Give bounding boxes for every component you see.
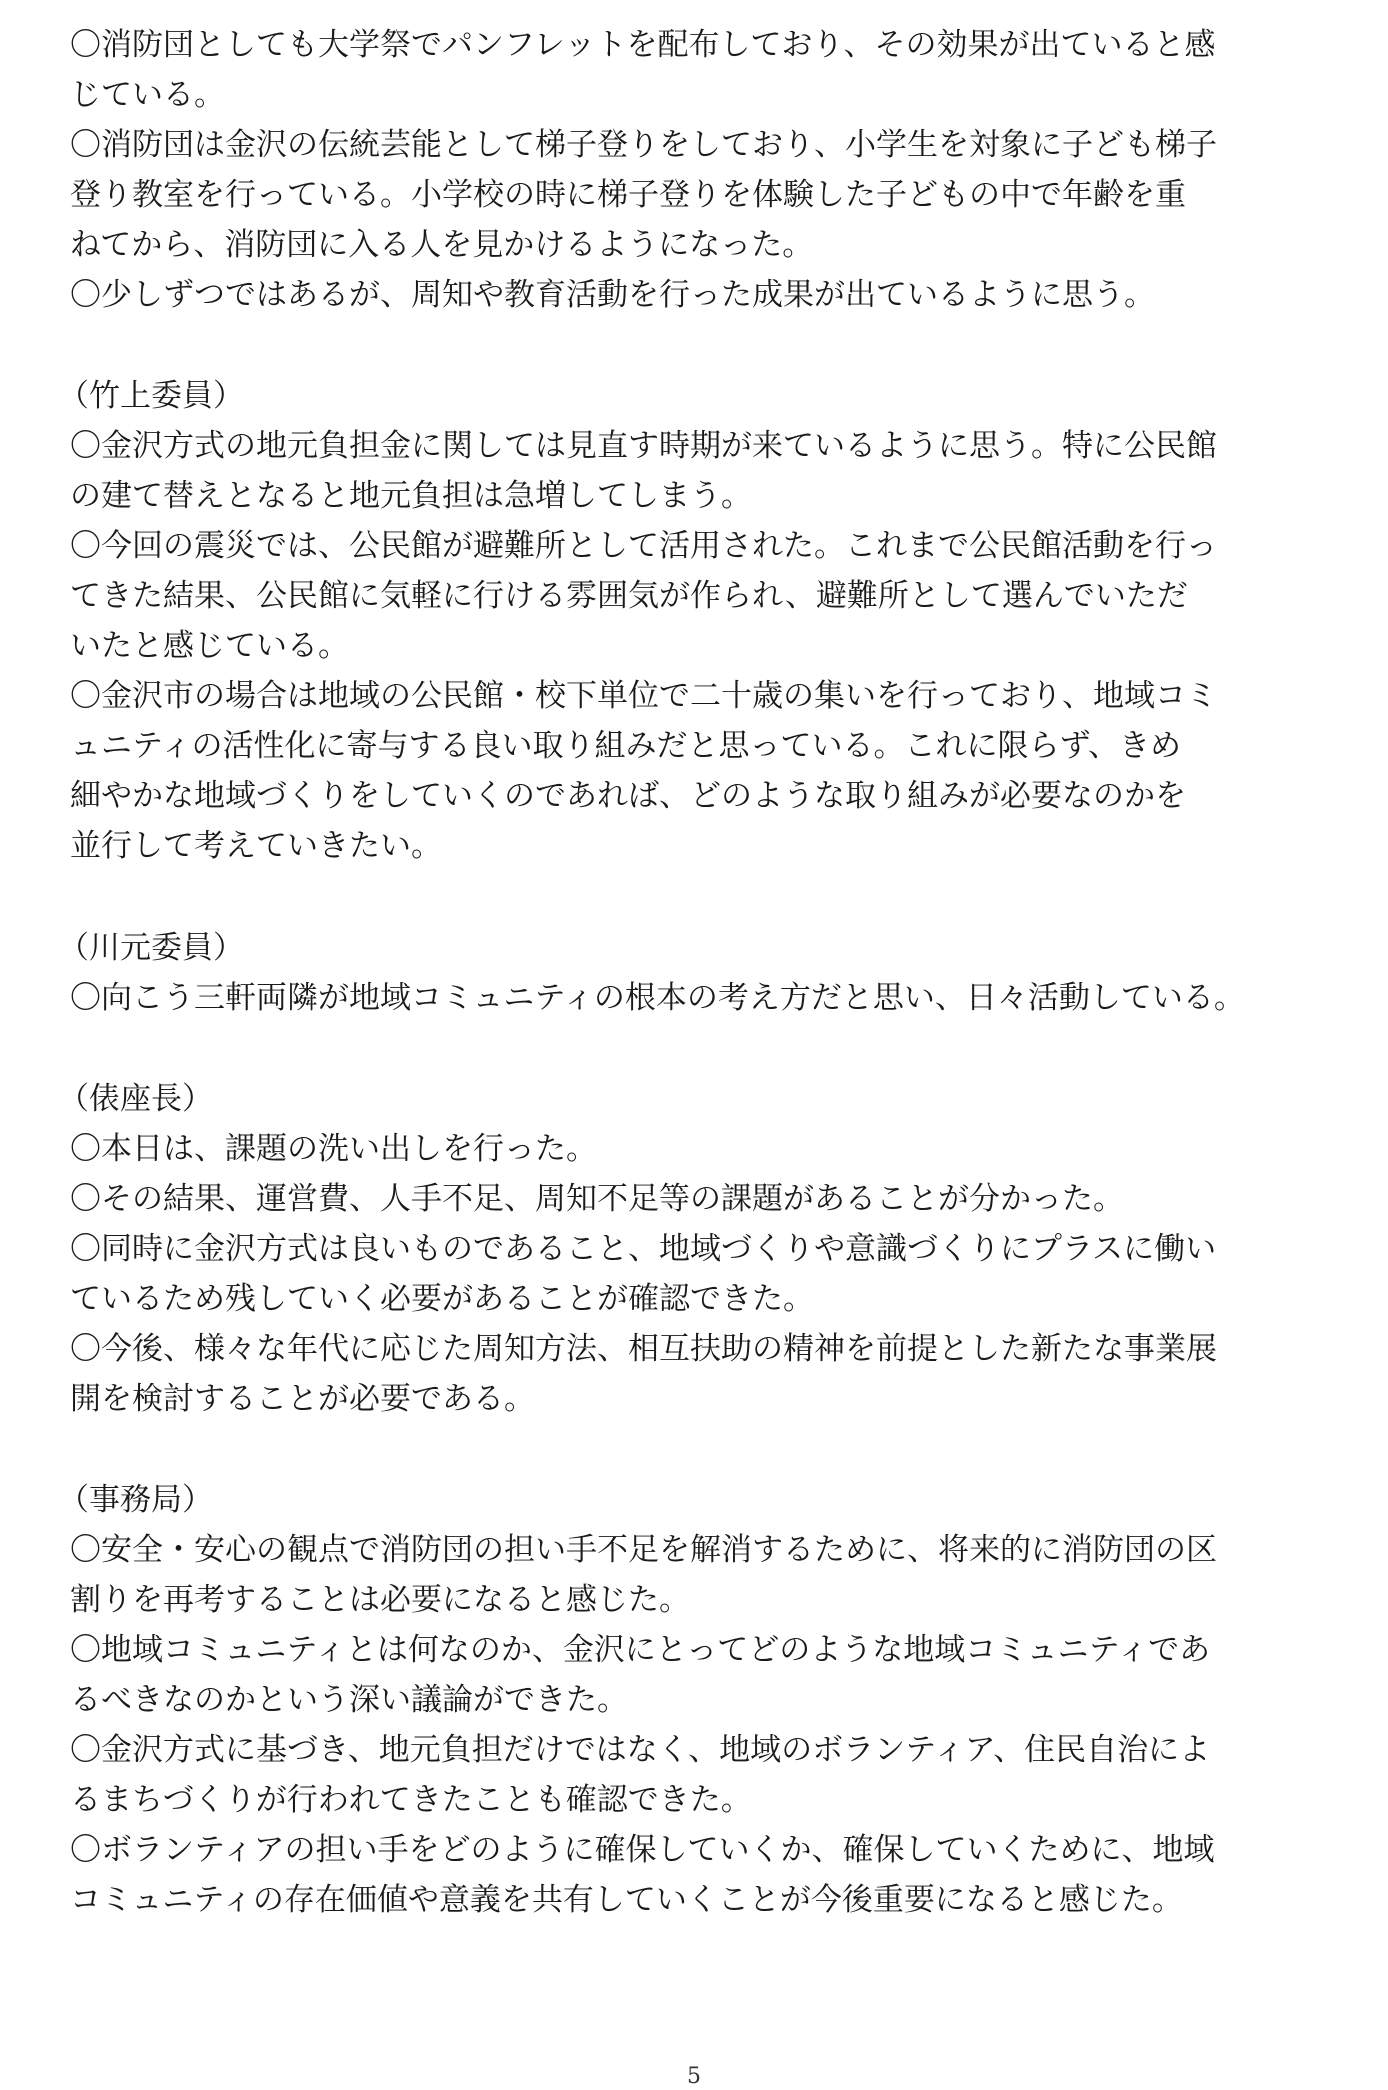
text-line: 〇今回の震災では、公民館が避難所として活用された。これまで公民館活動を行っ — [70, 528, 1217, 564]
paragraph-item — [70, 1725, 1348, 1825]
paragraph-item — [70, 120, 1348, 270]
text-line: 〇ボランティアの担い手をどのように確保していくか、確保していくために、地域 — [70, 1832, 1215, 1868]
paragraph-item — [70, 1525, 1348, 1625]
speaker-heading: （竹上委員） — [58, 378, 244, 414]
speaker-heading: （俵座長） — [58, 1081, 213, 1117]
text-line: ねてから、消防団に入る人を見かけるようになった。 — [70, 227, 814, 263]
text-line: 〇安全・安心の観点で消防団の担い手不足を解消するために、将来的に消防団の区 — [70, 1532, 1217, 1568]
paragraph-item — [70, 973, 1348, 1023]
page-number: 5 — [687, 2064, 701, 2089]
paragraph-item — [70, 521, 1348, 671]
text-line: いたと感じている。 — [70, 628, 349, 664]
text-line: 細やかな地域づくりをしていくのであれば、どのような取り組みが必要なのかを — [70, 778, 1186, 814]
text-line: 〇金沢市の場合は地域の公民館・校下単位で二十歳の集いを行っており、地域コミ — [70, 678, 1217, 714]
text-line: てきた結果、公民館に気軽に行ける雰囲気が作られ、避難所として選んでいただ — [70, 578, 1188, 614]
text-line: の建て替えとなると地元負担は急増してしまう。 — [70, 478, 752, 514]
speaker-heading: （事務局） — [58, 1482, 213, 1518]
text-line: 〇金沢方式に基づき、地元負担だけではなく、地域のボランティア、住民自治によ — [70, 1732, 1211, 1768]
text-line: 〇今後、様々な年代に応じた周知方法、相互扶助の精神を前提とした新たな事業展 — [70, 1331, 1217, 1367]
text-line: 登り教室を行っている。小学校の時に梯子登りを体験した子どもの中で年齢を重 — [70, 177, 1186, 213]
text-line: 〇地域コミュニティとは何なのか、金沢にとってどのような地域コミュニティであ — [70, 1632, 1211, 1668]
paragraph-item — [70, 671, 1348, 871]
text-line: 〇少しずつではあるが、周知や教育活動を行った成果が出ているように思う。 — [70, 277, 1155, 313]
paragraph-item — [70, 1174, 1348, 1224]
text-line: じている。 — [70, 77, 225, 113]
paragraph-item — [70, 1324, 1348, 1424]
text-line: 〇消防団としても大学祭でパンフレットを配布しており、その効果が出ていると感 — [70, 27, 1216, 63]
text-line: ているため残していく必要があることが確認できた。 — [70, 1281, 814, 1317]
text-line: 〇同時に金沢方式は良いものであること、地域づくりや意識づくりにプラスに働い — [70, 1231, 1217, 1267]
text-line: ュニティの活性化に寄与する良い取り組みだと思っている。これに限らず、きめ — [70, 728, 1182, 764]
text-line: 〇金沢方式の地元負担金に関しては見直す時期が来ているように思う。特に公民館 — [70, 428, 1217, 464]
paragraph-item — [70, 1825, 1348, 1925]
text-line: 〇消防団は金沢の伝統芸能として梯子登りをしており、小学生を対象に子ども梯子 — [70, 127, 1217, 163]
paragraph-item — [70, 20, 1348, 120]
paragraph-item — [70, 421, 1348, 521]
text-line: コミュニティの存在価値や意義を共有していくことが今後重要になると感じた。 — [70, 1882, 1183, 1918]
text-line: 〇本日は、課題の洗い出しを行った。 — [70, 1131, 597, 1167]
text-line: 〇向こう三軒両隣が地域コミュニティの根本の考え方だと思い、日々活動している。 — [70, 980, 1245, 1016]
paragraph-item — [70, 1224, 1348, 1324]
paragraph-item — [70, 1625, 1348, 1725]
text-line: 〇その結果、運営費、人手不足、周知不足等の課題があることが分かった。 — [70, 1181, 1124, 1217]
text-line: 並行して考えていきたい。 — [70, 828, 442, 864]
speaker-heading: （川元委員） — [58, 930, 244, 966]
text-line: 開を検討することが必要である。 — [70, 1381, 535, 1417]
text-line: 割りを再考することは必要になると感じた。 — [70, 1582, 690, 1618]
paragraph-item — [70, 1124, 1348, 1174]
text-line: るべきなのかという深い議論ができた。 — [70, 1682, 628, 1718]
text-line: るまちづくりが行われてきたことも確認できた。 — [70, 1782, 752, 1818]
paragraph-item — [70, 270, 1348, 320]
